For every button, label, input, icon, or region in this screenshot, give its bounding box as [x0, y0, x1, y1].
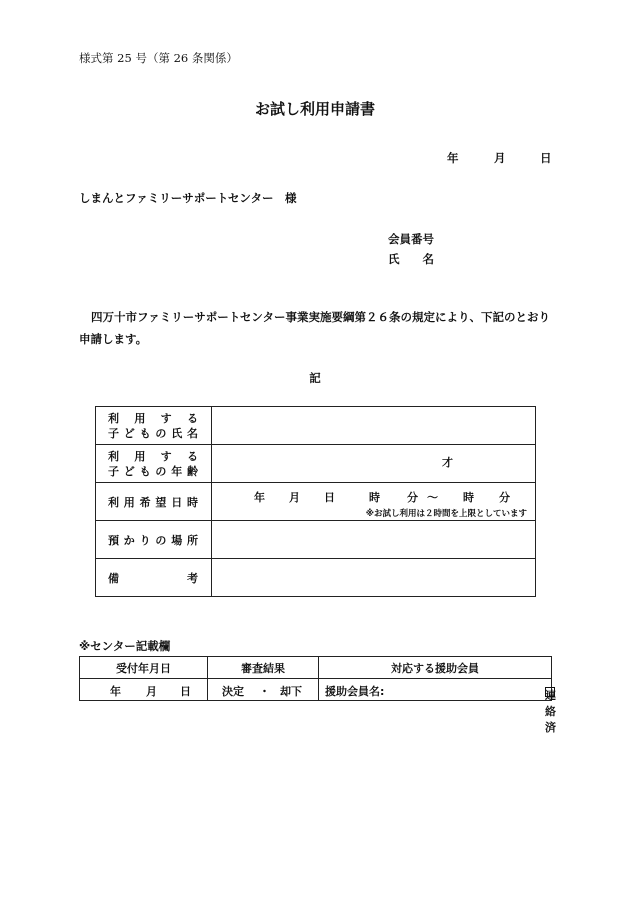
child-name-label: [96, 407, 212, 445]
child-name-label-line1: 利用する: [108, 411, 198, 425]
helper-name-label: 援助会員名:: [325, 685, 385, 698]
remarks-field[interactable]: [212, 559, 536, 597]
contacted-label: 連絡済: [545, 689, 556, 734]
remarks-row: [96, 559, 536, 597]
center-header-row: [80, 657, 552, 679]
date-month-label: 月: [494, 151, 506, 165]
dt-hour: 時: [369, 491, 380, 504]
location-label: 預かりの場所: [108, 533, 198, 547]
location-row: [96, 521, 536, 559]
dt-month: 月: [289, 491, 300, 504]
center-value-row: [80, 679, 552, 701]
received-day: 日: [180, 685, 191, 698]
date-year-label: 年: [447, 151, 459, 165]
dt-minute-end: 分: [499, 491, 510, 504]
child-age-row: [96, 445, 536, 483]
received-date-field[interactable]: [80, 679, 208, 701]
child-name-row: [96, 407, 536, 445]
addressee: しまんとファミリーサポートセンター 様: [79, 191, 297, 205]
result-separator: ・: [259, 685, 270, 698]
dt-minute: 分: [407, 491, 418, 504]
dt-hour-end: 時: [463, 491, 474, 504]
ki-label: 記: [309, 371, 321, 385]
datetime-field[interactable]: [212, 483, 536, 521]
datetime-note: ※お試し利用は２時間を上限としています: [365, 509, 527, 519]
applicant-name-label: 氏 名: [388, 252, 434, 266]
remarks-label-cell: [96, 559, 212, 597]
center-table: [79, 656, 556, 734]
datetime-label-cell: [96, 483, 212, 521]
helper-member-header: 対応する援助会員: [319, 657, 552, 679]
member-number-label: 会員番号: [388, 232, 434, 246]
received-month: 月: [146, 685, 157, 698]
form-number: 様式第 25 号（第 26 条関係）: [79, 51, 238, 65]
review-result-header: 審査結果: [208, 657, 319, 679]
helper-member-field[interactable]: [319, 679, 556, 734]
location-label-cell: [96, 521, 212, 559]
child-age-label-line1: 利用する: [108, 449, 198, 463]
review-result-field[interactable]: [208, 679, 319, 701]
dt-year: 年: [254, 491, 265, 504]
location-field[interactable]: [212, 521, 536, 559]
dt-day: 日: [324, 491, 335, 504]
page-title: お試し利用申請書: [254, 100, 375, 118]
remarks-label: 備考: [108, 571, 198, 585]
datetime-label: 利用希望日時: [108, 495, 198, 509]
rejection-option[interactable]: 却下: [280, 685, 302, 698]
datetime-row: [96, 483, 536, 521]
dt-tilde: ～: [427, 491, 438, 504]
application-table: [95, 406, 536, 597]
received-year: 年: [110, 685, 121, 698]
child-name-label-line2: 子どもの氏名: [108, 426, 198, 440]
child-name-field[interactable]: [212, 407, 536, 445]
date-day-label: 日: [540, 151, 552, 165]
body-text: 四万十市ファミリーサポートセンター事業実施要綱第２６条の規定により、下記のとおり申請します。: [79, 310, 550, 346]
child-age-label-line2: 子どもの年齢: [108, 464, 198, 478]
age-suffix: 才: [442, 456, 453, 469]
center-section-label: ※センター記載欄: [79, 639, 171, 653]
child-age-label: [96, 445, 212, 483]
received-date-header: 受付年月日: [80, 657, 208, 679]
decision-option[interactable]: 決定: [222, 685, 244, 698]
child-age-field[interactable]: [212, 445, 536, 483]
